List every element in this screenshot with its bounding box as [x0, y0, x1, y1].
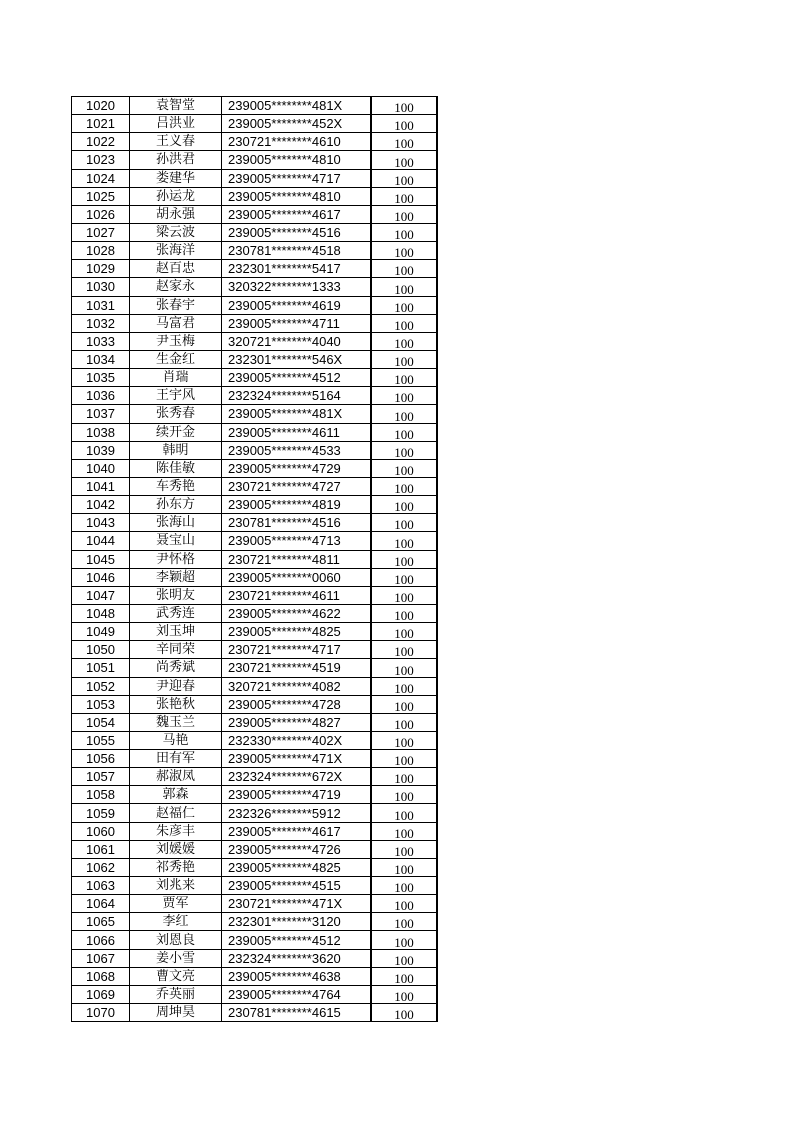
score-cell: 100 — [371, 586, 437, 604]
name-cell: 梁云波 — [130, 223, 222, 241]
name-cell: 武秀连 — [130, 604, 222, 622]
id-number-cell: 230721********4727 — [222, 477, 372, 495]
id-number-cell: 239005********4515 — [222, 877, 372, 895]
id-number-cell: 239005********4717 — [222, 169, 372, 187]
table-row — [72, 786, 438, 804]
table-row — [72, 677, 438, 695]
table-row — [72, 296, 438, 314]
score-cell: 100 — [371, 659, 437, 677]
table-row — [72, 822, 438, 840]
roster-table-body — [72, 97, 438, 1022]
score-cell: 100 — [371, 387, 437, 405]
score-cell: 100 — [371, 151, 437, 169]
name-cell: 姜小雪 — [130, 949, 222, 967]
score-cell: 100 — [371, 731, 437, 749]
score-cell: 100 — [371, 949, 437, 967]
row-number-cell: 1047 — [72, 586, 130, 604]
row-number-cell: 1061 — [72, 840, 130, 858]
id-number-cell: 239005********4516 — [222, 223, 372, 241]
row-number-cell: 1037 — [72, 405, 130, 423]
row-number-cell: 1043 — [72, 514, 130, 532]
id-number-cell: 230721********4610 — [222, 133, 372, 151]
row-number-cell: 1066 — [72, 931, 130, 949]
id-number-cell: 232326********5912 — [222, 804, 372, 822]
name-cell: 吕洪业 — [130, 115, 222, 133]
score-cell: 100 — [371, 804, 437, 822]
score-cell: 100 — [371, 858, 437, 876]
name-cell: 肖瑞 — [130, 369, 222, 387]
id-number-cell: 239005********4827 — [222, 713, 372, 731]
name-cell: 曹文亮 — [130, 967, 222, 985]
score-cell: 100 — [371, 550, 437, 568]
score-cell: 100 — [371, 895, 437, 913]
name-cell: 尹玉梅 — [130, 332, 222, 350]
id-number-cell: 232301********546X — [222, 350, 372, 368]
row-number-cell: 1050 — [72, 641, 130, 659]
row-number-cell: 1026 — [72, 205, 130, 223]
name-cell: 周坤昊 — [130, 1004, 222, 1022]
name-cell: 李颖超 — [130, 568, 222, 586]
id-number-cell: 230721********4611 — [222, 586, 372, 604]
score-cell: 100 — [371, 223, 437, 241]
table-row — [72, 985, 438, 1003]
id-number-cell: 230721********4811 — [222, 550, 372, 568]
id-number-cell: 239005********4638 — [222, 967, 372, 985]
id-number-cell: 239005********4611 — [222, 423, 372, 441]
table-row — [72, 477, 438, 495]
row-number-cell: 1027 — [72, 223, 130, 241]
score-cell: 100 — [371, 423, 437, 441]
id-number-cell: 232324********3620 — [222, 949, 372, 967]
id-number-cell: 230721********471X — [222, 895, 372, 913]
score-cell: 100 — [371, 332, 437, 350]
id-number-cell: 239005********4617 — [222, 205, 372, 223]
score-cell: 100 — [371, 441, 437, 459]
table-row — [72, 387, 438, 405]
row-number-cell: 1039 — [72, 441, 130, 459]
id-number-cell: 239005********4619 — [222, 296, 372, 314]
name-cell: 续开金 — [130, 423, 222, 441]
score-cell: 100 — [371, 97, 437, 115]
row-number-cell: 1022 — [72, 133, 130, 151]
score-cell: 100 — [371, 187, 437, 205]
id-number-cell: 239005********481X — [222, 405, 372, 423]
id-number-cell: 230781********4518 — [222, 242, 372, 260]
id-number-cell: 239005********4728 — [222, 695, 372, 713]
table-row — [72, 169, 438, 187]
row-number-cell: 1049 — [72, 623, 130, 641]
table-row — [72, 895, 438, 913]
table-row — [72, 949, 438, 967]
row-number-cell: 1070 — [72, 1004, 130, 1022]
row-number-cell: 1069 — [72, 985, 130, 1003]
row-number-cell: 1059 — [72, 804, 130, 822]
table-row — [72, 713, 438, 731]
table-row — [72, 423, 438, 441]
id-number-cell: 239005********4512 — [222, 369, 372, 387]
name-cell: 孙东方 — [130, 496, 222, 514]
table-row — [72, 550, 438, 568]
score-cell: 100 — [371, 205, 437, 223]
table-row — [72, 604, 438, 622]
score-cell: 100 — [371, 133, 437, 151]
table-row — [72, 568, 438, 586]
table-row — [72, 768, 438, 786]
name-cell: 王义春 — [130, 133, 222, 151]
score-cell: 100 — [371, 532, 437, 550]
name-cell: 张明友 — [130, 586, 222, 604]
id-number-cell: 239005********452X — [222, 115, 372, 133]
row-number-cell: 1035 — [72, 369, 130, 387]
row-number-cell: 1041 — [72, 477, 130, 495]
table-row — [72, 695, 438, 713]
score-cell: 100 — [371, 278, 437, 296]
row-number-cell: 1054 — [72, 713, 130, 731]
row-number-cell: 1021 — [72, 115, 130, 133]
row-number-cell: 1052 — [72, 677, 130, 695]
table-row — [72, 97, 438, 115]
row-number-cell: 1057 — [72, 768, 130, 786]
id-number-cell: 239005********4729 — [222, 459, 372, 477]
score-cell: 100 — [371, 967, 437, 985]
row-number-cell: 1068 — [72, 967, 130, 985]
name-cell: 赵家永 — [130, 278, 222, 296]
name-cell: 刘媛媛 — [130, 840, 222, 858]
id-number-cell: 230721********4519 — [222, 659, 372, 677]
id-number-cell: 239005********4764 — [222, 985, 372, 1003]
id-number-cell: 230781********4615 — [222, 1004, 372, 1022]
id-number-cell: 232324********5164 — [222, 387, 372, 405]
score-cell: 100 — [371, 314, 437, 332]
row-number-cell: 1064 — [72, 895, 130, 913]
name-cell: 祁秀艳 — [130, 858, 222, 876]
id-number-cell: 239005********471X — [222, 750, 372, 768]
name-cell: 张春宇 — [130, 296, 222, 314]
name-cell: 马富君 — [130, 314, 222, 332]
table-row — [72, 1004, 438, 1022]
name-cell: 胡永强 — [130, 205, 222, 223]
score-cell: 100 — [371, 260, 437, 278]
name-cell: 张海洋 — [130, 242, 222, 260]
score-cell: 100 — [371, 913, 437, 931]
id-number-cell: 230721********4717 — [222, 641, 372, 659]
name-cell: 郭森 — [130, 786, 222, 804]
row-number-cell: 1053 — [72, 695, 130, 713]
name-cell: 朱彦丰 — [130, 822, 222, 840]
table-row — [72, 187, 438, 205]
score-cell: 100 — [371, 786, 437, 804]
id-number-cell: 239005********4726 — [222, 840, 372, 858]
id-number-cell: 239005********0060 — [222, 568, 372, 586]
row-number-cell: 1048 — [72, 604, 130, 622]
table-row — [72, 659, 438, 677]
score-cell: 100 — [371, 169, 437, 187]
row-number-cell: 1042 — [72, 496, 130, 514]
id-number-cell: 239005********4825 — [222, 623, 372, 641]
id-number-cell: 320721********4082 — [222, 677, 372, 695]
id-number-cell: 239005********4617 — [222, 822, 372, 840]
name-cell: 孙洪君 — [130, 151, 222, 169]
table-row — [72, 750, 438, 768]
table-row — [72, 133, 438, 151]
score-cell: 100 — [371, 695, 437, 713]
id-number-cell: 239005********4819 — [222, 496, 372, 514]
score-cell: 100 — [371, 677, 437, 695]
table-row — [72, 332, 438, 350]
score-cell: 100 — [371, 477, 437, 495]
score-cell: 100 — [371, 242, 437, 260]
table-row — [72, 877, 438, 895]
score-cell: 100 — [371, 604, 437, 622]
table-row — [72, 731, 438, 749]
row-number-cell: 1038 — [72, 423, 130, 441]
row-number-cell: 1045 — [72, 550, 130, 568]
table-row — [72, 532, 438, 550]
row-number-cell: 1060 — [72, 822, 130, 840]
name-cell: 贾军 — [130, 895, 222, 913]
id-number-cell: 239005********4719 — [222, 786, 372, 804]
score-cell: 100 — [371, 768, 437, 786]
table-row — [72, 931, 438, 949]
name-cell: 田有军 — [130, 750, 222, 768]
row-number-cell: 1030 — [72, 278, 130, 296]
name-cell: 刘玉坤 — [130, 623, 222, 641]
id-number-cell: 232324********672X — [222, 768, 372, 786]
row-number-cell: 1056 — [72, 750, 130, 768]
name-cell: 尹怀格 — [130, 550, 222, 568]
row-number-cell: 1058 — [72, 786, 130, 804]
name-cell: 赵百忠 — [130, 260, 222, 278]
row-number-cell: 1046 — [72, 568, 130, 586]
score-cell: 100 — [371, 985, 437, 1003]
score-cell: 100 — [371, 405, 437, 423]
name-cell: 马艳 — [130, 731, 222, 749]
name-cell: 尚秀斌 — [130, 659, 222, 677]
roster-table — [71, 96, 438, 1022]
table-row — [72, 151, 438, 169]
name-cell: 孙运龙 — [130, 187, 222, 205]
id-number-cell: 239005********4810 — [222, 187, 372, 205]
table-row — [72, 405, 438, 423]
row-number-cell: 1024 — [72, 169, 130, 187]
id-number-cell: 239005********4810 — [222, 151, 372, 169]
table-row — [72, 205, 438, 223]
score-cell: 100 — [371, 750, 437, 768]
table-row — [72, 223, 438, 241]
table-row — [72, 804, 438, 822]
score-cell: 100 — [371, 459, 437, 477]
score-cell: 100 — [371, 623, 437, 641]
table-row — [72, 350, 438, 368]
table-row — [72, 242, 438, 260]
table-row — [72, 459, 438, 477]
table-row — [72, 369, 438, 387]
name-cell: 尹迎春 — [130, 677, 222, 695]
score-cell: 100 — [371, 350, 437, 368]
score-cell: 100 — [371, 514, 437, 532]
name-cell: 刘恩良 — [130, 931, 222, 949]
id-number-cell: 239005********4533 — [222, 441, 372, 459]
score-cell: 100 — [371, 296, 437, 314]
table-row — [72, 514, 438, 532]
name-cell: 张秀春 — [130, 405, 222, 423]
name-cell: 张艳秋 — [130, 695, 222, 713]
row-number-cell: 1029 — [72, 260, 130, 278]
score-cell: 100 — [371, 840, 437, 858]
name-cell: 车秀艳 — [130, 477, 222, 495]
row-number-cell: 1065 — [72, 913, 130, 931]
name-cell: 娄建华 — [130, 169, 222, 187]
score-cell: 100 — [371, 115, 437, 133]
row-number-cell: 1031 — [72, 296, 130, 314]
name-cell: 乔英丽 — [130, 985, 222, 1003]
row-number-cell: 1033 — [72, 332, 130, 350]
row-number-cell: 1051 — [72, 659, 130, 677]
table-row — [72, 858, 438, 876]
score-cell: 100 — [371, 822, 437, 840]
name-cell: 生金红 — [130, 350, 222, 368]
score-cell: 100 — [371, 713, 437, 731]
row-number-cell: 1044 — [72, 532, 130, 550]
row-number-cell: 1034 — [72, 350, 130, 368]
id-number-cell: 239005********4825 — [222, 858, 372, 876]
name-cell: 李红 — [130, 913, 222, 931]
name-cell: 赵福仁 — [130, 804, 222, 822]
row-number-cell: 1025 — [72, 187, 130, 205]
table-row — [72, 623, 438, 641]
table-row — [72, 278, 438, 296]
row-number-cell: 1028 — [72, 242, 130, 260]
id-number-cell: 239005********4512 — [222, 931, 372, 949]
id-number-cell: 239005********4713 — [222, 532, 372, 550]
name-cell: 郝淑凤 — [130, 768, 222, 786]
row-number-cell: 1032 — [72, 314, 130, 332]
table-row — [72, 496, 438, 514]
id-number-cell: 239005********4622 — [222, 604, 372, 622]
name-cell: 魏玉兰 — [130, 713, 222, 731]
score-cell: 100 — [371, 931, 437, 949]
score-cell: 100 — [371, 1004, 437, 1022]
name-cell: 聂宝山 — [130, 532, 222, 550]
row-number-cell: 1036 — [72, 387, 130, 405]
row-number-cell: 1023 — [72, 151, 130, 169]
name-cell: 袁智堂 — [130, 97, 222, 115]
name-cell: 辛同荣 — [130, 641, 222, 659]
id-number-cell: 232301********3120 — [222, 913, 372, 931]
id-number-cell: 230781********4516 — [222, 514, 372, 532]
name-cell: 刘兆来 — [130, 877, 222, 895]
table-row — [72, 260, 438, 278]
id-number-cell: 232330********402X — [222, 731, 372, 749]
score-cell: 100 — [371, 568, 437, 586]
name-cell: 韩明 — [130, 441, 222, 459]
row-number-cell: 1062 — [72, 858, 130, 876]
score-cell: 100 — [371, 641, 437, 659]
table-row — [72, 586, 438, 604]
id-number-cell: 239005********481X — [222, 97, 372, 115]
name-cell: 陈佳敏 — [130, 459, 222, 477]
table-row — [72, 314, 438, 332]
table-row — [72, 840, 438, 858]
id-number-cell: 239005********4711 — [222, 314, 372, 332]
table-row — [72, 641, 438, 659]
score-cell: 100 — [371, 369, 437, 387]
table-row — [72, 913, 438, 931]
row-number-cell: 1055 — [72, 731, 130, 749]
row-number-cell: 1067 — [72, 949, 130, 967]
table-row — [72, 441, 438, 459]
id-number-cell: 232301********5417 — [222, 260, 372, 278]
table-row — [72, 967, 438, 985]
score-cell: 100 — [371, 496, 437, 514]
row-number-cell: 1063 — [72, 877, 130, 895]
row-number-cell: 1040 — [72, 459, 130, 477]
id-number-cell: 320721********4040 — [222, 332, 372, 350]
name-cell: 王宇风 — [130, 387, 222, 405]
table-row — [72, 115, 438, 133]
score-cell: 100 — [371, 877, 437, 895]
name-cell: 张海山 — [130, 514, 222, 532]
row-number-cell: 1020 — [72, 97, 130, 115]
id-number-cell: 320322********1333 — [222, 278, 372, 296]
